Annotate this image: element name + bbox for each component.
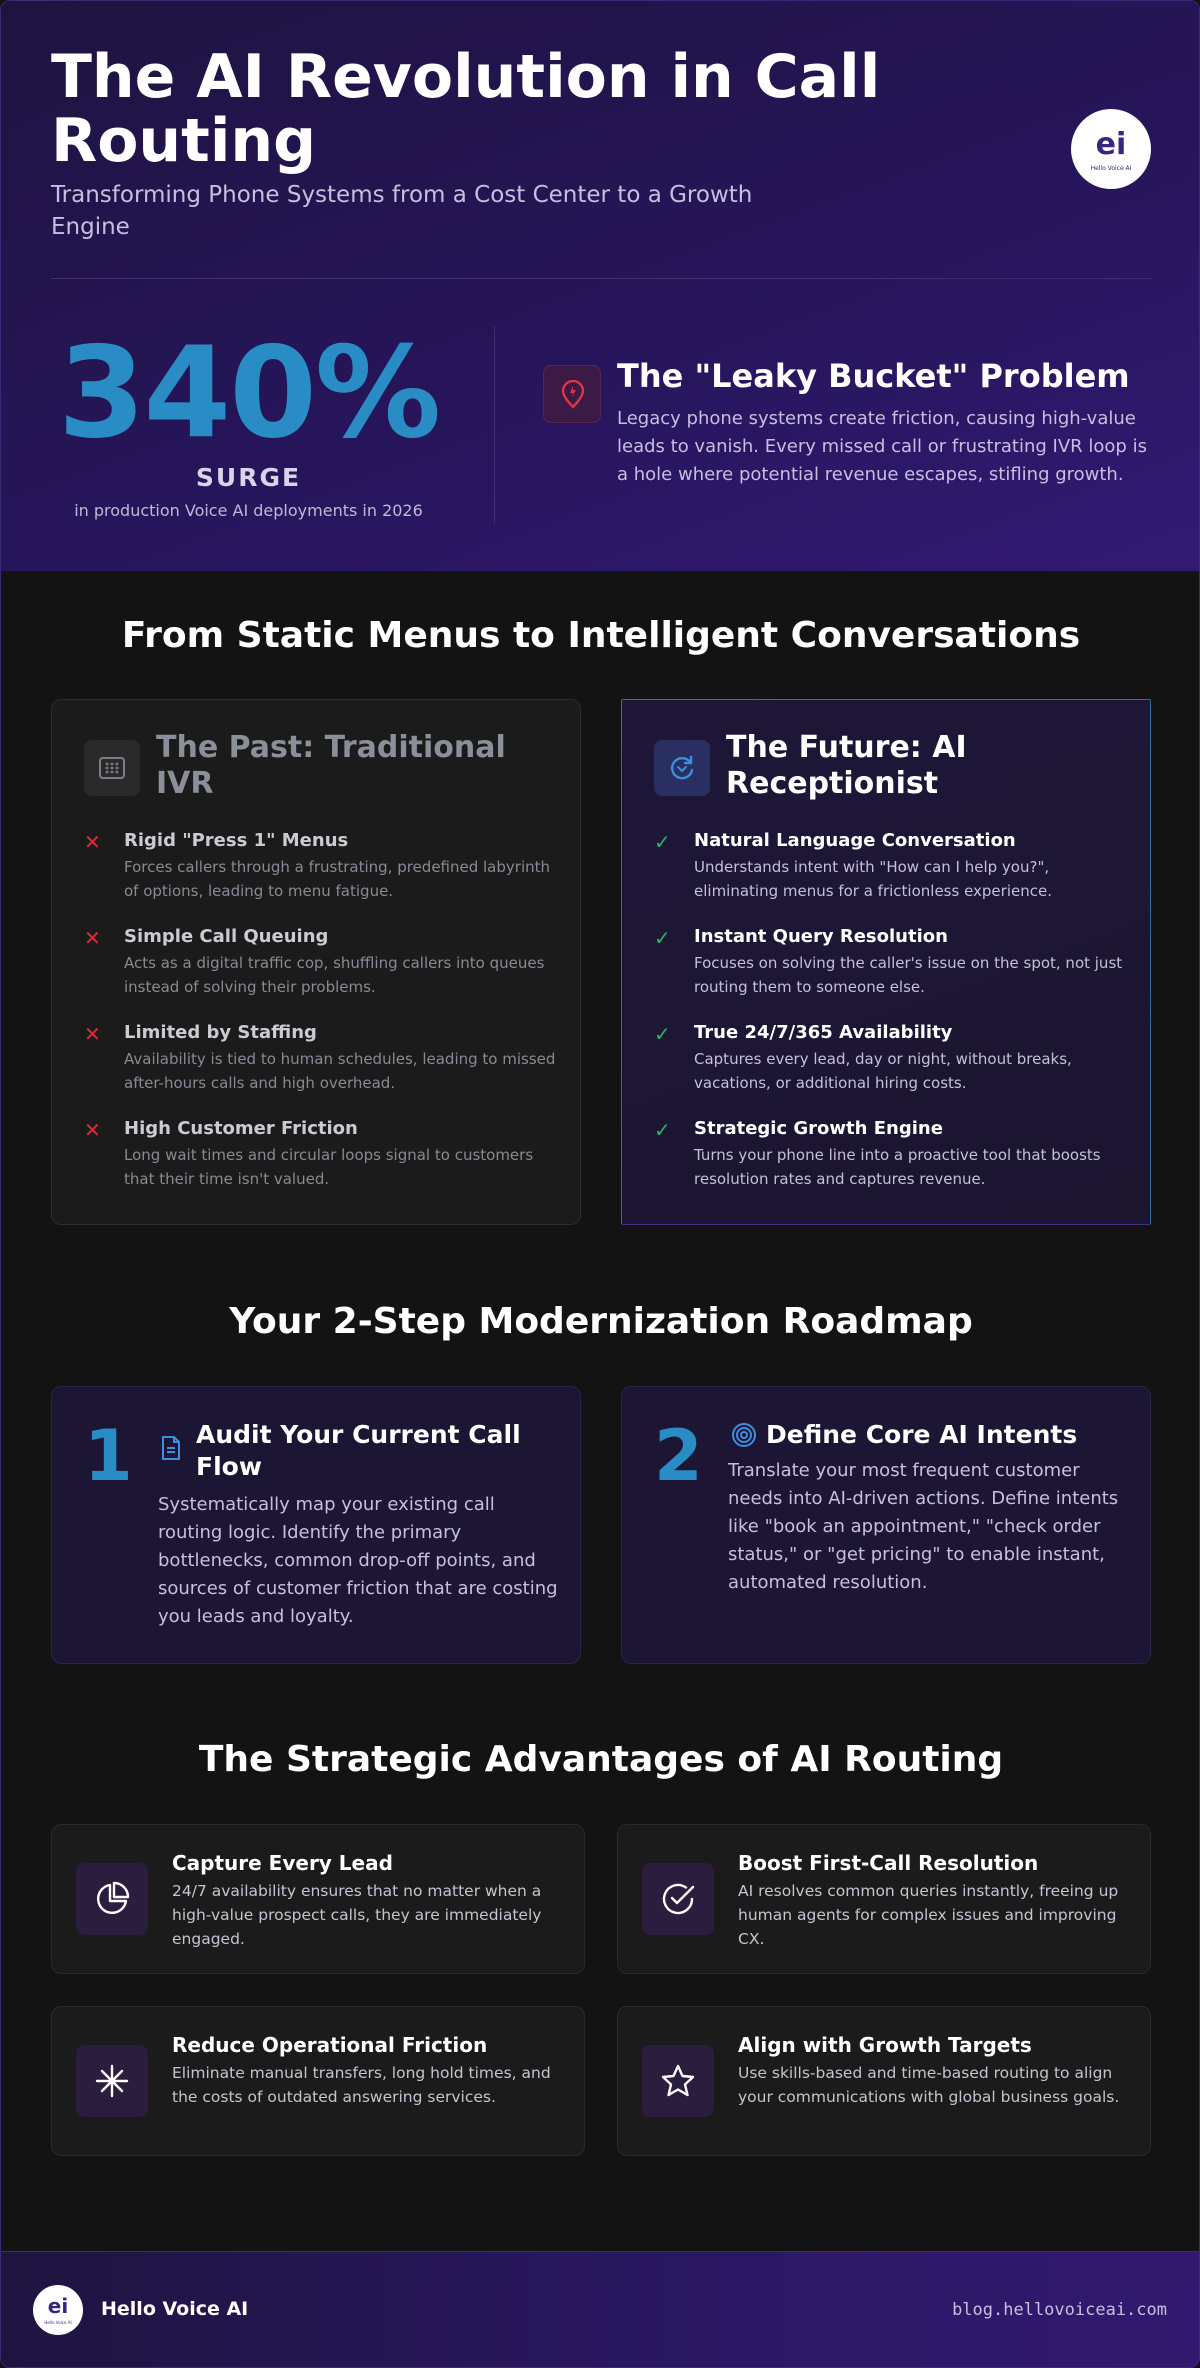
vertical-divider <box>494 326 495 524</box>
advantage-body: AI resolves common queries instantly, freeing up human agents for complex issues and improving CX. <box>738 1882 1119 1948</box>
advantage-card <box>617 2006 1151 2156</box>
advantage-title: Align with Growth Targets <box>738 2033 1032 2057</box>
advantage-body: Eliminate manual transfers, long hold times, and the costs of outdated answering services. <box>172 2064 551 2106</box>
logo-mark: ei <box>1095 127 1127 162</box>
list-item-body: Long wait times and circular loops signal to customers that their time isn't valued. <box>124 1146 534 1188</box>
advantage-card <box>617 1824 1151 1974</box>
check-mark-icon: ✓ <box>654 926 671 950</box>
advantage-body: Use skills-based and time-based routing to align your communications with global business goals. <box>738 2064 1120 2106</box>
list-item-title: Simple Call Queuing <box>124 926 329 947</box>
list-item-title: True 24/7/365 Availability <box>694 1022 953 1043</box>
footer-logo-mark: ei <box>47 2294 69 2318</box>
step-body: Translate your most frequent customer needs into AI-driven actions. Define intents like "book an appointment," "check order status," or "get pricing" to enable instant, automated resolution. <box>728 1460 1119 1593</box>
advantage-card <box>51 2006 585 2156</box>
pie-chart-icon <box>76 1863 148 1935</box>
advantage-card <box>51 1824 585 1974</box>
brand-logo <box>1071 109 1151 189</box>
keypad-icon <box>84 740 140 796</box>
past-card-title: The Past: Traditional IVR <box>156 730 506 801</box>
compare-section-title: From Static Menus to Intelligent Conversations <box>121 615 1081 656</box>
location-pin-icon <box>543 365 601 423</box>
past-ivr-card <box>51 699 581 1225</box>
target-icon <box>730 1421 758 1453</box>
check-circle-icon <box>642 1863 714 1935</box>
document-icon <box>160 1435 182 1465</box>
list-item-body: Turns your phone line into a proactive tool that boosts resolution rates and captures revenue. <box>694 1146 1101 1188</box>
list-item-body: Focuses on solving the caller's issue on the spot, not just routing them to someone else. <box>694 954 1123 996</box>
star-icon <box>642 2045 714 2117</box>
stat-label: SURGE <box>195 463 302 492</box>
x-mark-icon: ✕ <box>84 1022 101 1046</box>
step-body: Systematically map your existing call routing logic. Identify the primary bottlenecks, common drop-off points, and sources of customer friction that are costing you leads and loyalty. <box>158 1494 558 1627</box>
footer-logo-caption: Hello Voice AI <box>44 2320 72 2325</box>
list-item-body: Captures every lead, day or night, without breaks, vacations, or additional hiring costs. <box>694 1050 1072 1092</box>
list-item-title: Limited by Staffing <box>124 1022 317 1043</box>
advantage-title: Boost First-Call Resolution <box>738 1851 1039 1875</box>
advantage-title: Reduce Operational Friction <box>172 2033 488 2057</box>
footer-brand-name: Hello Voice AI <box>101 2298 249 2320</box>
advantage-body: 24/7 availability ensures that no matter when a high-value prospect calls, they are immediately engaged. <box>172 1882 542 1948</box>
footer-logo <box>33 2285 83 2335</box>
future-ai-card <box>621 699 1151 1225</box>
list-item-title: Natural Language Conversation <box>694 830 1016 851</box>
list-item-body: Forces callers through a frustrating, predefined labyrinth of options, leading to menu fatigue. <box>124 858 551 900</box>
stat-value: 340% <box>57 319 440 466</box>
future-card-title: The Future: AI Receptionist <box>726 730 967 801</box>
list-item-title: Instant Query Resolution <box>694 926 948 947</box>
roadmap-step-2 <box>621 1386 1151 1664</box>
step-number: 1 <box>84 1415 133 1497</box>
step-title: Define Core AI Intents <box>766 1420 1078 1449</box>
stat-description: in production Voice AI deployments in 2026 <box>74 501 423 520</box>
problem-title: The "Leaky Bucket" Problem <box>617 357 1130 395</box>
list-item-body: Availability is tied to human schedules, leading to missed after-hours calls and high overhead. <box>124 1050 556 1092</box>
hero-section <box>1 1 1200 571</box>
list-item-title: Strategic Growth Engine <box>694 1118 943 1139</box>
check-mark-icon: ✓ <box>654 830 671 854</box>
list-item-title: Rigid "Press 1" Menus <box>124 830 349 851</box>
hero-divider <box>51 278 1151 279</box>
x-mark-icon: ✕ <box>84 830 101 854</box>
roadmap-step-1 <box>51 1386 581 1664</box>
logo-caption: Hello Voice AI <box>1090 165 1132 172</box>
roadmap-section-title: Your 2-Step Modernization Roadmap <box>229 1301 973 1342</box>
step-number: 2 <box>654 1415 703 1497</box>
footer <box>1 2251 1200 2368</box>
step-title: Audit Your Current Call Flow <box>196 1420 521 1481</box>
x-mark-icon: ✕ <box>84 1118 101 1142</box>
footer-url[interactable]: blog.hellovoiceai.com <box>952 2300 1167 2320</box>
list-item-body: Acts as a digital traffic cop, shuffling callers into queues instead of solving their problems. <box>124 954 545 996</box>
check-mark-icon: ✓ <box>654 1022 671 1046</box>
asterisk-icon <box>76 2045 148 2117</box>
check-mark-icon: ✓ <box>654 1118 671 1142</box>
advantage-title: Capture Every Lead <box>172 1851 393 1875</box>
list-item-title: High Customer Friction <box>124 1118 358 1139</box>
advantages-section-title: The Strategic Advantages of AI Routing <box>198 1739 1004 1780</box>
x-mark-icon: ✕ <box>84 926 101 950</box>
list-item-body: Understands intent with "How can I help you?", eliminating menus for a frictionless experience. <box>694 858 1052 900</box>
page-title: The AI Revolution in Call Routing <box>51 42 881 176</box>
problem-description: Legacy phone systems create friction, causing high-value leads to vanish. Every missed call or frustrating IVR loop is a hole where potential revenue escapes, stifling growth. <box>617 408 1147 485</box>
page-subtitle: Transforming Phone Systems from a Cost Center to a Growth Engine <box>51 182 753 240</box>
ai-refresh-icon <box>654 740 710 796</box>
